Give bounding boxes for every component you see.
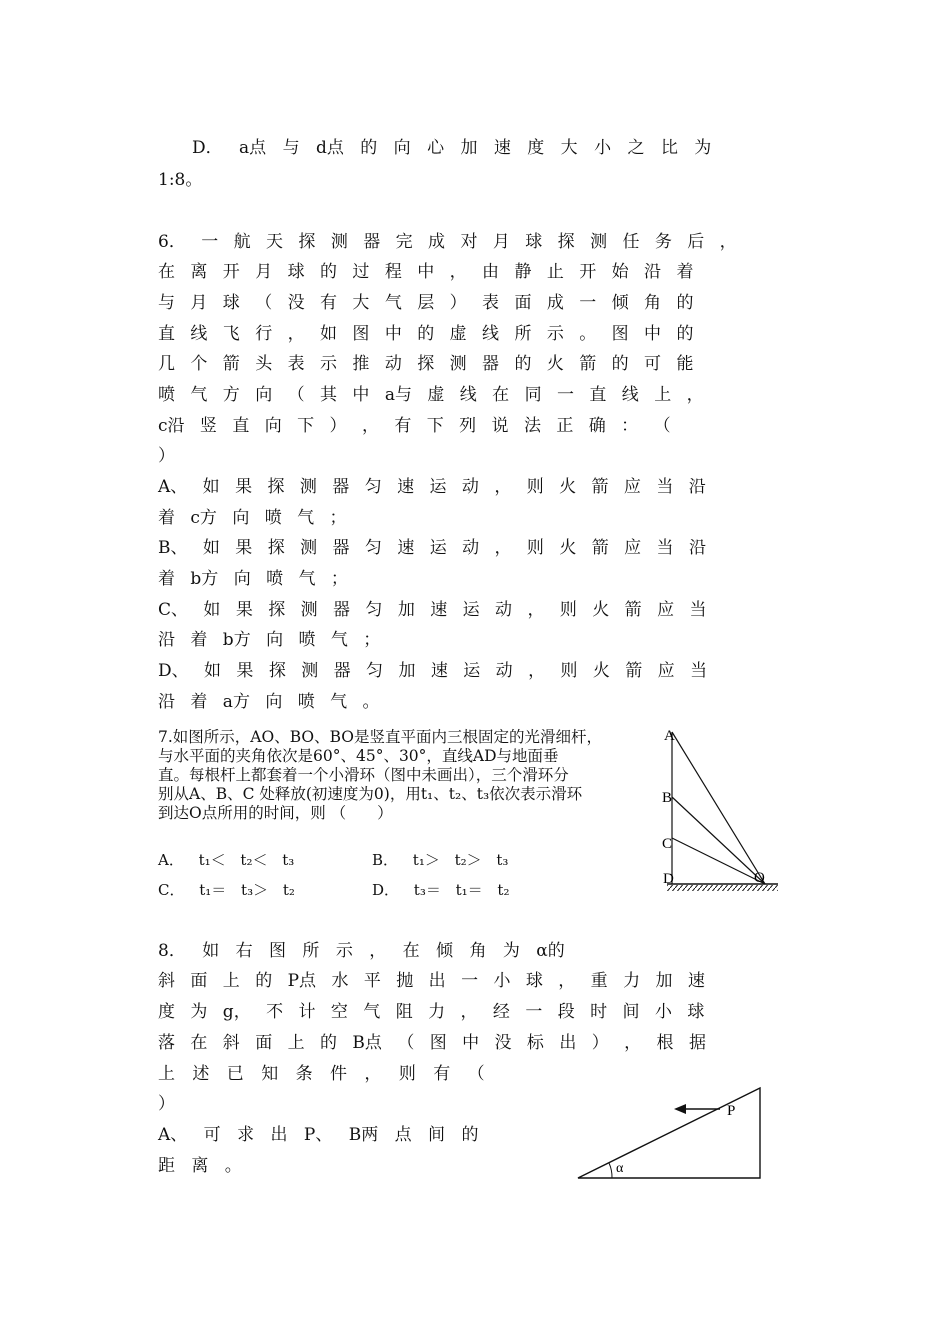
q7-option-b: B． t₁＞ t₂＞ t₃ [372, 851, 509, 869]
q8-incline-diagram [570, 1080, 770, 1190]
q6-line: 6． 一 航 天 探 测 器 完 成 对 月 球 探 测 任 务 后 ， [158, 232, 737, 252]
q8-line: ） [158, 1094, 175, 1114]
q6-option-c-line2: 沿 着 b方 向 喷 气 ； [158, 630, 381, 650]
label-c: C [662, 836, 673, 852]
q8-option-a-line1: A、 可 求 出 P、 B两 点 间 的 [158, 1125, 479, 1145]
q6-option-b-line2: 着 b方 向 喷 气 ； [158, 569, 348, 589]
q7-line: 到达O点所用的时间，则 （ ） [158, 804, 393, 822]
q8-line: 落 在 斜 面 上 的 B点 （ 图 中 没 标 出 ） ， 根 据 [158, 1033, 706, 1053]
q6-option-a-line1: A、 如 果 探 测 器 匀 速 运 动 ， 则 火 箭 应 当 沿 [158, 477, 706, 497]
q6-option-c-line1: C、 如 果 探 测 器 匀 加 速 运 动 ， 则 火 箭 应 当 [158, 600, 707, 620]
q7-line: 与水平面的夹角依次是60°、45°、30°，直线AD与地面垂 [158, 747, 559, 765]
q7-option-c: C． t₁＝ t₃＞ t₂ [158, 881, 295, 899]
incline-triangle [578, 1088, 760, 1178]
q6-line: ） [158, 446, 175, 466]
q8-line: 度 为 g， 不 计 空 气 阻 力 ， 经 一 段 时 间 小 球 [158, 1002, 705, 1022]
q7-option-d: D． t₃＝ t₁＝ t₂ [372, 881, 510, 899]
q6-line: 在 离 开 月 球 的 过 程 中 ， 由 静 止 开 始 沿 着 [158, 262, 694, 282]
q7-line: 直。每根杆上都套着一个小滑环（图中未画出），三个滑环分 [158, 766, 569, 784]
velocity-arrow-head [674, 1104, 686, 1114]
label-o: O [754, 870, 765, 886]
q6-option-b-line1: B、 如 果 探 测 器 匀 速 运 动 ， 则 火 箭 应 当 沿 [158, 538, 706, 558]
q6-option-d-line1: D、 如 果 探 测 器 匀 加 速 运 动 ， 则 火 箭 应 当 [158, 661, 708, 681]
label-d: D [663, 871, 674, 887]
q6-line: 喷 气 方 向 （ 其 中 a与 虚 线 在 同 一 直 线 上 ， [158, 385, 704, 405]
q7-line: 7.如图所示，AO、BO、BO是竖直平面内三根固定的光滑细杆， [158, 728, 602, 746]
q8-line: 上 述 已 知 条 件 ， 则 有 （ [158, 1064, 485, 1084]
q8-option-a-line2: 距 离 。 [158, 1156, 242, 1176]
q7-rods-diagram [650, 720, 790, 900]
q6-option-a-line2: 着 c方 向 喷 气 ； [158, 508, 347, 528]
q5-option-d-line1: D． a点 与 d点 的 向 心 加 速 度 大 小 之 比 为 [192, 138, 712, 158]
label-a: A [664, 728, 675, 744]
q6-option-d-line2: 沿 着 a方 向 喷 气 。 [158, 692, 380, 712]
q5-option-d-line2: 1:8。 [158, 170, 203, 190]
q6-line: c沿 竖 直 向 下 ） ， 有 下 列 说 法 正 确 ： （ [158, 416, 671, 436]
label-alpha: α [616, 1161, 624, 1176]
label-b: B [662, 790, 673, 806]
q8-line: 斜 面 上 的 P点 水 平 抛 出 一 小 球 ， 重 力 加 速 [158, 971, 705, 991]
angle-arc [609, 1163, 612, 1178]
q8-line: 8． 如 右 图 所 示 ， 在 倾 角 为 α的 [158, 941, 565, 961]
q7-line: 别从A、B、C 处释放(初速度为0)，用t₁、t₂、t₃依次表示滑环 [158, 785, 583, 803]
q6-line: 与 月 球 （ 没 有 大 气 层 ） 表 面 成 一 倾 角 的 [158, 293, 694, 313]
label-p: P [727, 1103, 736, 1119]
q7-option-a: A． t₁＜ t₂＜ t₃ [158, 851, 295, 869]
q6-line: 直 线 飞 行 ， 如 图 中 的 虚 线 所 示 。 图 中 的 [158, 324, 694, 344]
rod-bo [672, 797, 765, 884]
q6-line: 几 个 箭 头 表 示 推 动 探 测 器 的 火 箭 的 可 能 [158, 354, 694, 374]
